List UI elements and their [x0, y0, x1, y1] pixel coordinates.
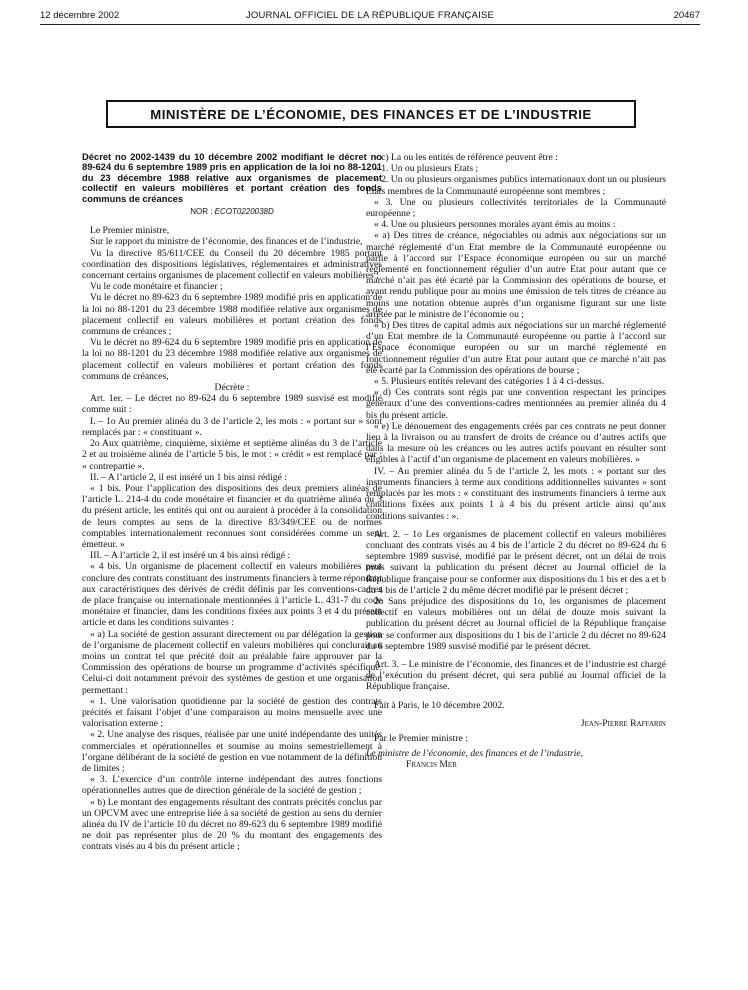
countersign-intro: Par le Premier ministre : [374, 732, 468, 744]
paragraph: « d) Ces contrats sont régis par une convention respectant les principes généraux d’une des conventions-cadres mentionnées au premier alinéa du 4 bis du présent article. [366, 387, 666, 421]
paragraph: « 3. L’exercice d’un contrôle interne indépendant des autres fonctions opérationnelles autres que de direction générale de la société de gestion ; [82, 774, 382, 797]
ministry-title: MINISTÈRE DE L’ÉCONOMIE, DES FINANCES ET DE L’INDUSTRIE [150, 106, 592, 122]
paragraph: Vu le décret no 89-624 du 6 septembre 1989 modifié pris en application de la loi no 88-1201 du 23 décembre 1988 modifiée relative aux organismes de placement collectif en valeurs mobilières et portant création des fonds communs de créances, [82, 337, 382, 382]
paragraph: « 3. Une ou plusieurs collectivités territoriales de la Communauté européenne ; [366, 196, 666, 220]
ministry-box [106, 100, 636, 128]
nor-reference [82, 206, 382, 217]
page-number: 20467 [673, 10, 700, 21]
article-2: Art. 2. – 1o Les organismes de placement collectif en valeurs mobilières concluant des contrats visés au 4 bis de l’article 2 du décret no 89-624 du 6 septembre 1989 susvisé, modifié par le présent décret, ont un délai de trois mois suivant la publication du présent décret au Journal officiel de la République française pour se conformer aux dispositions du 1 bis et des a et b du 4 bis de l’article 2 du même décret modifié par le présent décret ; [366, 528, 666, 596]
header-rule [40, 24, 700, 25]
paragraph: « 2. Une analyse des risques, réalisée par une unité indépendante des unités commerciales et opérationnelles et soumise au moins semestriellement à l’organe délibérant de la société de gestion en vue notamment de la définition de limites ; [82, 729, 382, 774]
paragraph: IV. – Au premier alinéa du 5 de l’article 2, les mots : « portant sur des instruments financiers à terme aux conditions additionnelles suivantes » sont remplacés par les mots : « constituant des instruments financiers à terme aux conditions fixées aux points 1 à 4 bis du présent article ainsi qu’aux conditions suivantes : ». [366, 465, 666, 522]
paragraph: « b) Des titres de capital admis aux négociations sur un marché réglementé d’un Etat membre de la Communauté européenne ou partie à l’accord sur l’Espace économique européen ou sur un marché réglementé en fonctionnement régulier d’un autre Etat pour autant que ce marché n’ait pas été écarté par la Commission des opérations de bourse ; [366, 320, 666, 376]
decrete-heading: Décrète : [214, 382, 250, 394]
paragraph: « b) Le montant des engagements résultant des contrats précités conclus par un OPCVM avec une entreprise liée à sa société de gestion au sens du dernier alinéa du IV de l’article 10 du décret no 89-623 du 6 septembre 1989 modifié ne doit pas représenter plus de 20 % du montant des engagements des contrats visés au 4 bis du présent article ; [82, 796, 382, 853]
article-1: Art. 1er. – Le décret no 89-624 du 6 septembre 1989 susvisé est modifié comme suit : [82, 393, 382, 416]
signing-place-date: Fait à Paris, le 10 décembre 2002. [374, 699, 505, 711]
minister-name: Francis Mer [406, 759, 457, 771]
left-column [82, 152, 382, 853]
paragraph: « 1. Un ou plusieurs Etats ; [374, 163, 479, 175]
right-column [366, 152, 666, 771]
decree-title: Décret no 2002-1439 du 10 décembre 2002 modifiant le décret no 89-624 du 6 septembre 1989 pris en application de la loi no 88-1201 du 23 décembre 1988 relative aux organismes de placement collectif en valeurs mobilières et portant création des fonds communs de créances [82, 151, 382, 204]
running-header [40, 10, 700, 24]
paragraph: « 5. Plusieurs entités relevant des catégories 1 à 4 ci-dessus. [374, 376, 605, 388]
paragraph: Vu le décret no 89-623 du 6 septembre 1989 modifié pris en application de la loi no 88-1201 du 23 décembre 1988 modifiée relative aux organismes de placement collectif en valeurs mobilières et portant création des fonds communs de créances ; [82, 292, 382, 338]
paragraph: « 4. Une ou plusieurs personnes morales ayant émis au moins : [374, 219, 616, 231]
paragraph: III. – A l’article 2, il est inséré un 4 bis ainsi rédigé : [90, 550, 291, 562]
paragraph: « 1 bis. Pour l’application des dispositions des deux premiers alinéas de l’article L. 214-4 du code monétaire et financier et du quatrième alinéa du 3 du présent article, les entités qui ont ou auraient à procéder à la consolidation de leurs comptes au sens de la directive 83/349/CEE ou de normes comptables internationalement reconnues sont considérées comme un seul émetteur. » [82, 482, 382, 550]
paragraph: « 1. Une valorisation quotidienne par la société de gestion des contrats précités et faisant l’objet d’une comparaison au moins mensuelle avec une valorisation externe ; [82, 695, 382, 730]
paragraph: « 4 bis. Un organisme de placement collectif en valeurs mobilières peut conclure des contrats constituant des instruments financiers à terme répondant aux caractéristiques des dérivés de crédit définis par les conventions-cadres de place française ou internationale mentionnées à l’article L. 431-7 du code monétaire et financier, dans les conditions fixées aux points 3 et 4 du présent article et dans les conditions suivantes : [82, 561, 382, 629]
paragraph: « a) Des titres de créance, négociables ou admis aux négociations sur un marché réglementé d’un Etat membre de la Communauté européenne ou partie à l’accord sur l’Espace économique européen ou sur un marché réglementé en fonctionnement régulier d’un autre Etat pour autant que ce marché n’ait pas été écarté par la Commission des opérations de bourse, et ayant rendu publique pour au moins une émission de tels titres de créance au moins une notation obtenue auprès d’un organisme figurant sur une liste arrêtée par le ministre de l’économie ou ; [366, 230, 666, 320]
paragraph: 2o Aux quatrième, cinquième, sixième et septième alinéas du 3 de l’article 2 et au troisième alinéa de l’article 5 bis, le mot : « crédit » est remplacé par : « contrepartie ». [82, 438, 382, 472]
paragraph: I. – 1o Au premier alinéa du 3 de l’article 2, les mots : « portant sur » sont remplacés par : « constituant ». [82, 415, 382, 438]
paragraph: Vu le code monétaire et financier ; [90, 281, 223, 293]
paragraph: « e) Le dénouement des engagements créés par ces contrats ne peut donner lieu à la livraison ou au transfert de droits de créance ou d’autres actifs que dans la mesure où les créances ou les autres actifs pouvant en résulter sont éligibles à l’actif d’un organisme de placement en valeurs mobilières. » [366, 420, 666, 466]
minister-title: Le ministre de l’économie, des finances et de l’industrie, [366, 748, 584, 760]
prime-minister-signature: Jean-Pierre Raffarin [580, 717, 666, 729]
paragraph: Sur le rapport du ministre de l’économie, des finances et de l’industrie, [90, 236, 363, 248]
paragraph: « a) La société de gestion assurant directement ou par délégation la gestion de l’organisme de placement collectif en valeurs mobilières qui conclurait au moins un contrat tel que précité doit au préalable faire approuver par la Commission des opérations de bourse un programme d’activités spécifique. Celui-ci doit notamment prévoir des systèmes de gestion et une organisation permettant : [82, 628, 382, 696]
paragraph: « 2. Un ou plusieurs organismes publics internationaux dont un ou plusieurs Etats membres de la Communauté européenne sont membres ; [366, 174, 666, 197]
paragraph: II. – A l’article 2, il est inséré un 1 bis ainsi rédigé : [90, 471, 287, 483]
paragraph: « c) La ou les entités de référence peuvent être : [374, 152, 558, 163]
journal-title: JOURNAL OFFICIEL DE LA RÉPUBLIQUE FRANÇAISE [245, 10, 495, 21]
nor-label: NOR : [190, 207, 215, 217]
paragraph: Le Premier ministre, [90, 225, 170, 237]
nor-code: ECOT0220038D [214, 207, 274, 217]
paragraph: Vu la directive 85/611/CEE du Conseil du 20 décembre 1985 portant coordination des dispositions législatives, réglementaires et administratives concernant certains organismes de placement collectif en valeurs mobilières ; [82, 247, 382, 282]
paragraph: 2o Sans préjudice des dispositions du 1o, les organismes de placement collectif en valeurs mobilières ont un délai de douze mois suivant la publication du présent décret au Journal officiel de la République française pour se conformer aux dispositions du 1 bis de l’article 2 du décret no 89-624 du 6 septembre 1989 susvisé modifié par le présent décret. [366, 595, 666, 652]
issue-date: 12 décembre 2002 [40, 10, 120, 21]
article-3: Art. 3. – Le ministre de l’économie, des finances et de l’industrie est chargé de l’exécution du présent décret, qui sera publié au Journal officiel de la République française. [366, 658, 666, 693]
